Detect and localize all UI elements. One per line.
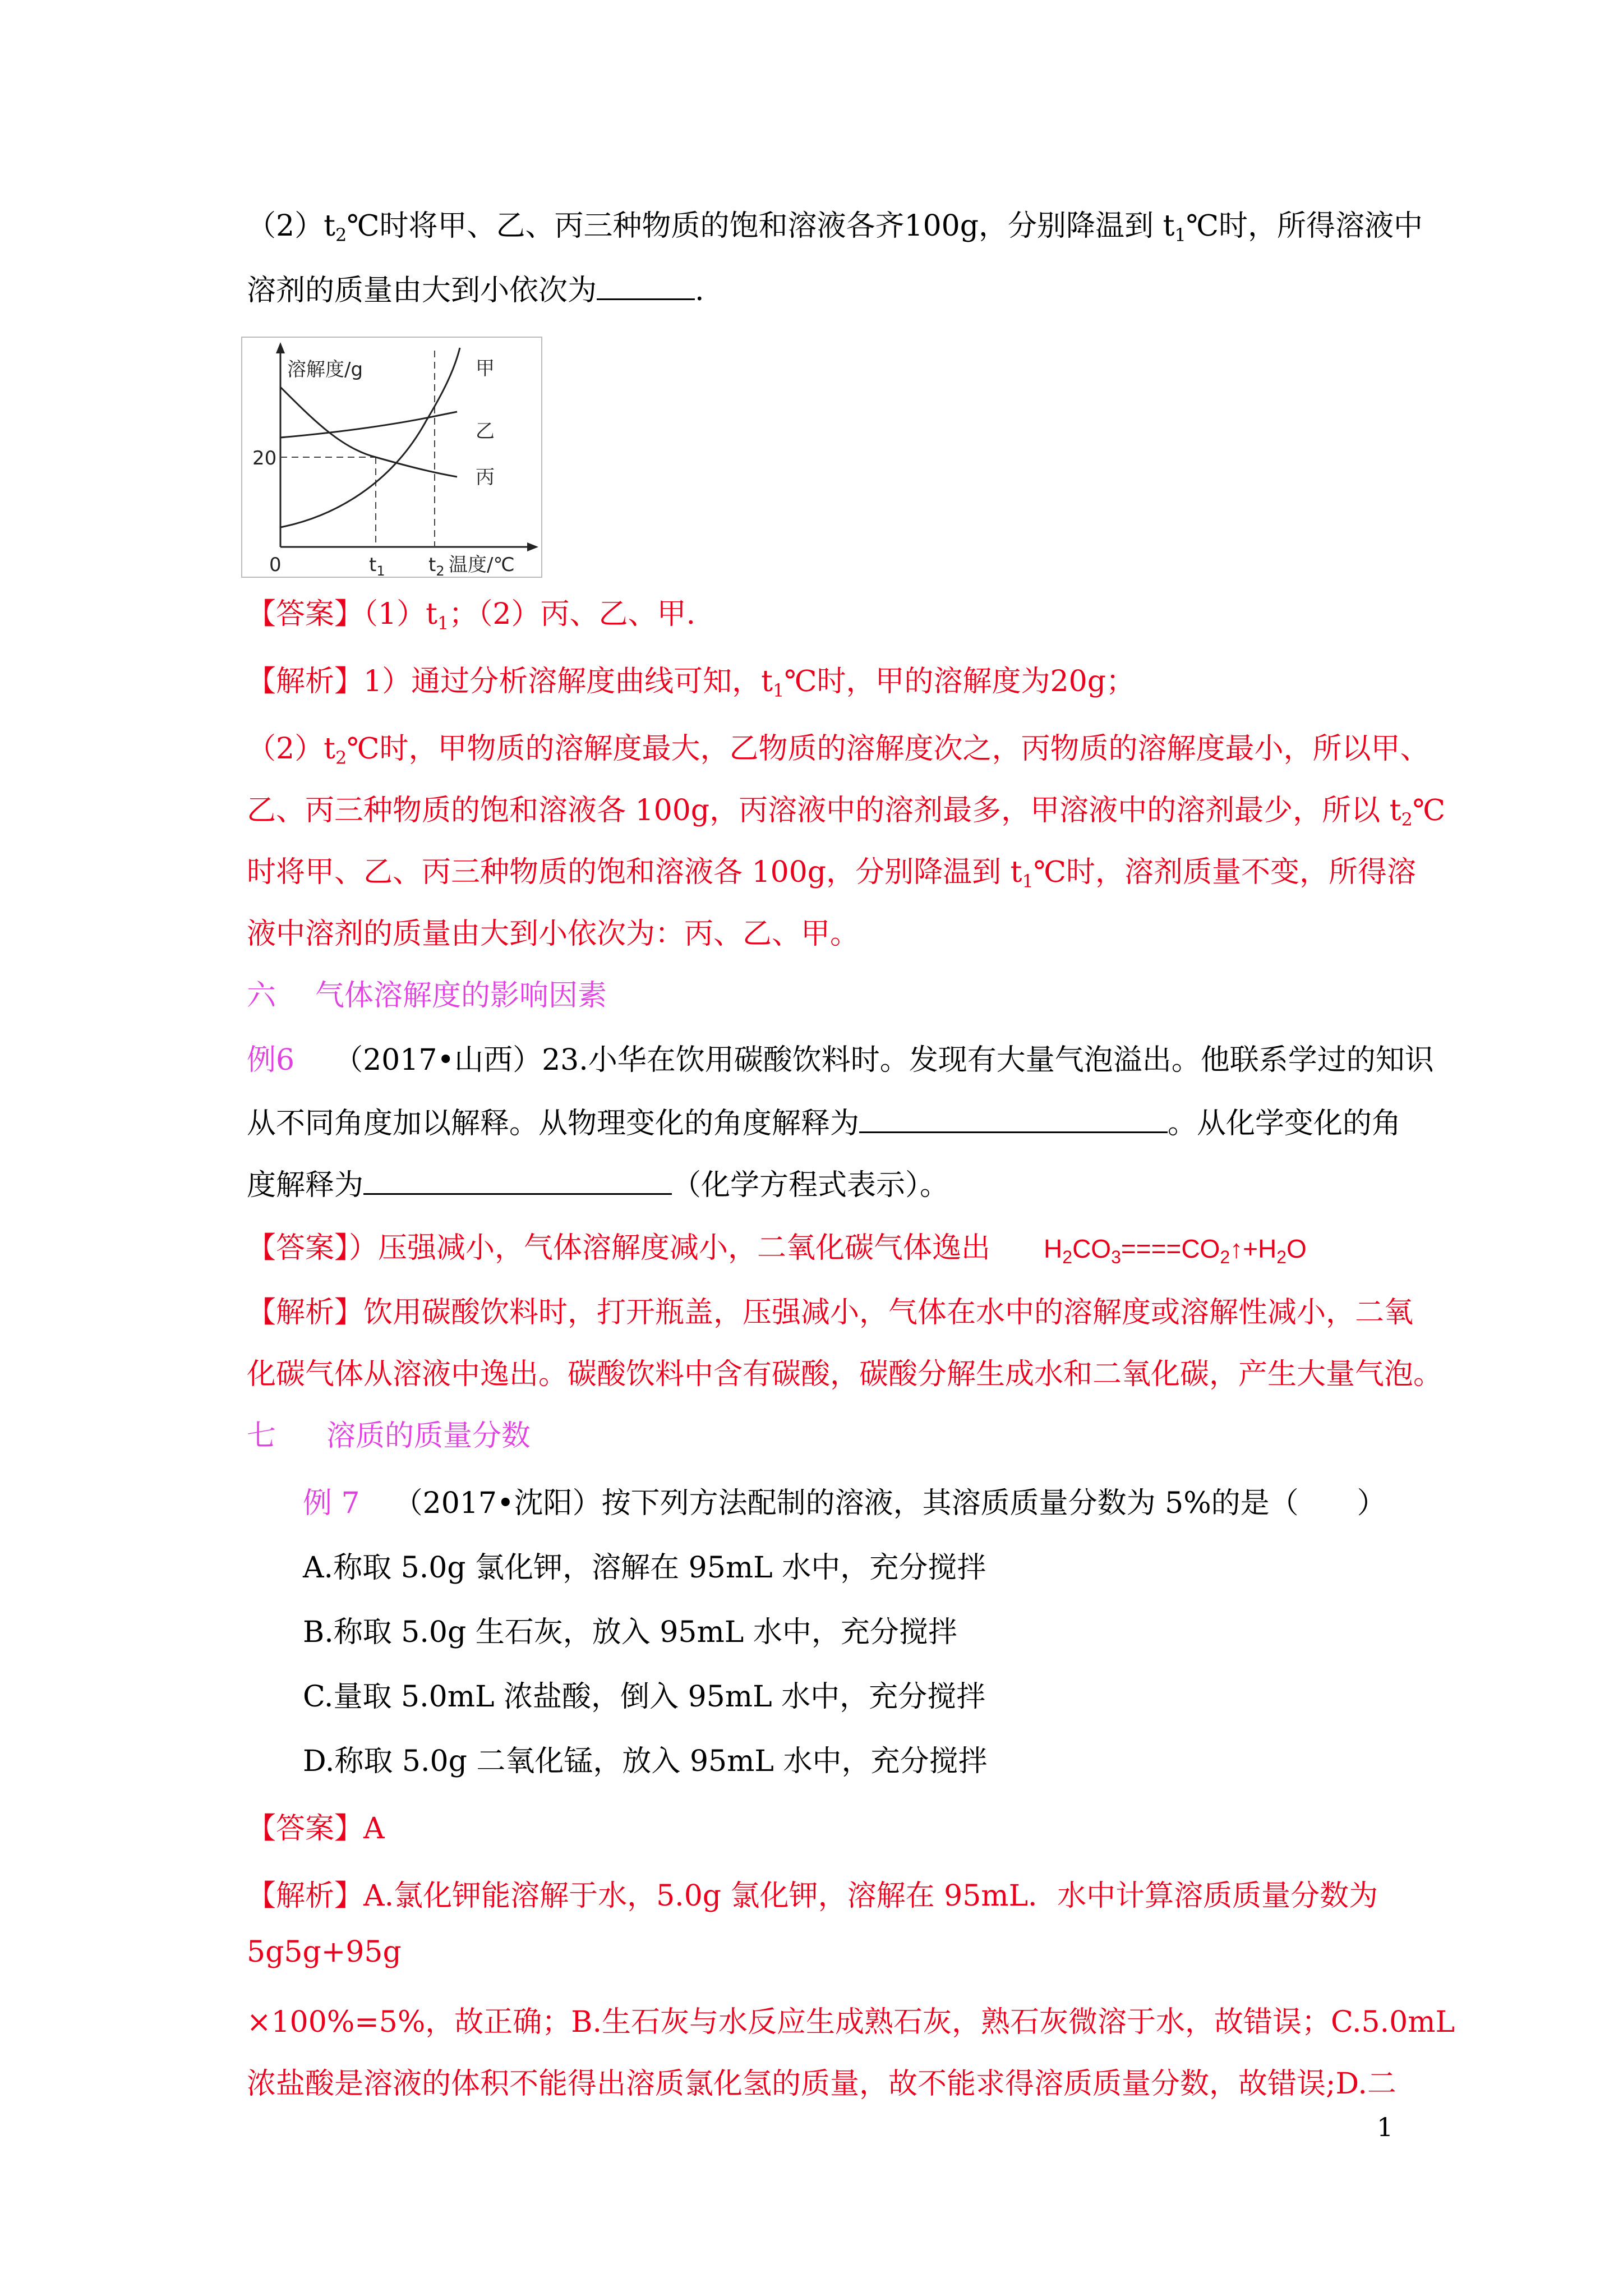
x-axis-label: 温度/℃	[449, 554, 515, 576]
question-2-line-2: 溶剂的质量由大到小依次为 .	[247, 269, 704, 310]
x-tick-t2: $t_2$	[428, 554, 445, 578]
blank-physical	[859, 1102, 1168, 1133]
explanation-1-line-4: 时将甲、乙、丙三种物质的饱和溶液各 100g，分别降温到 $t_1℃$时，溶剂质量不变，所得溶	[247, 855, 1417, 892]
option-d: D.称取 5.0g 二氧化锰，放入 95mL 水中，充分搅拌	[303, 1745, 988, 1778]
explanation-6-line-1: 【解析】饮用碳酸饮料时，打开瓶盖，压强减小，气体在水中的溶解度或溶解性减小，二氧	[247, 1296, 1414, 1329]
answer-blank	[597, 269, 695, 300]
series-label-bing: 丙	[476, 466, 495, 489]
example-6-line-2: 从不同角度加以解释。从物理变化的角度解释为 。从化学变化的角	[247, 1102, 1401, 1143]
origin-label: 0	[269, 554, 282, 576]
x-tick-t1: $t_1$	[369, 554, 385, 578]
solubility-chart	[241, 337, 544, 578]
series-label-yi: 乙	[476, 420, 495, 443]
blank-chemical	[363, 1164, 672, 1195]
question-2-line-1: $(2)t_2℃$时将甲、乙、丙三种物质的饱和溶液各齐100g，分别降温到 $t_1℃$时，所得溶液中	[247, 209, 1423, 246]
series-label-jia: 甲	[476, 357, 495, 380]
explanation-1-line-5: 液中溶剂的质量由大到小依次为：丙、乙、甲。	[247, 917, 860, 951]
section-7-heading: 七 溶质的质量分数	[247, 1419, 531, 1453]
explanation-1-line-3: 乙、丙三种物质的饱和溶液各 100g，丙溶液中的溶剂最多，甲溶液中的溶剂最少，所以 $t_2℃$	[247, 794, 1446, 830]
answer-1: 【答案】$(1)t_1$；（2）丙、乙、甲.	[247, 597, 695, 634]
explanation-1-line-2: $(2)t_2℃$时，甲物质的溶解度最大，乙物质的溶解度次之，丙物质的溶解度最小，所以甲、	[247, 732, 1430, 769]
equation: $H_2CO_3====CO_2↑+H_2O$	[1044, 1234, 1307, 1267]
example-7-stem: 例 7 （2017•沈阳）按下列方法配制的溶液，其溶质质量分数为 5%的是（ ）	[303, 1487, 1386, 1520]
explanation-7-line-1: 【解析】A.氯化钾能溶解于水，5.0g 氯化钾，溶解在 95mL．水中计算溶质质量分数为	[247, 1879, 1378, 1913]
answer-6: 【答案】）压强减小，气体溶解度减小，二氧化碳气体逸出 $H_2CO_3====CO_2↑+H_2O$	[247, 1231, 1307, 1267]
explanation-7-line-4: 浓盐酸是溶液的体积不能得出溶质氯化氢的质量，故不能求得溶质质量分数，故错误;D.二	[247, 2067, 1396, 2101]
page-number: 1	[1377, 2112, 1394, 2142]
option-a: A.称取 5.0g 氯化钾，溶解在 95mL 水中，充分搅拌	[303, 1551, 986, 1585]
answer-7: 【答案】A	[247, 1812, 385, 1846]
option-b: B.称取 5.0g 生石灰，放入 95mL 水中，充分搅拌	[303, 1616, 957, 1649]
explanation-7-line-3: ×100%=5%，故正确；B.生石灰与水反应生成熟石灰，熟石灰微溶于水，故错误；C.5.0mL	[247, 2005, 1455, 2039]
example-6-line-1: 例6 （2017•山西）23.小华在饮用碳酸饮料时。发现有大量气泡溢出。他联系学过的知识	[247, 1043, 1434, 1077]
explanation-1-line-1: 【解析】1）通过分析溶解度曲线可知，$t_1℃$时，甲的溶解度为20g；	[247, 665, 1135, 701]
y-tick-20: 20	[252, 447, 277, 470]
y-axis-label: 溶解度/g	[287, 358, 363, 381]
option-c: C.量取 5.0mL 浓盐酸，倒入 95mL 水中，充分搅拌	[303, 1680, 986, 1714]
section-6-heading: 六 气体溶解度的影响因素	[247, 979, 607, 1013]
explanation-7-line-2: 5g5g+95g	[247, 1935, 402, 1969]
example-6-line-3: 度解释为 （化学方程式表示）。	[247, 1164, 949, 1205]
explanation-6-line-2: 化碳气体从溶液中逸出。碳酸饮料中含有碳酸，碳酸分解生成水和二氧化碳，产生大量气泡。	[247, 1358, 1443, 1391]
